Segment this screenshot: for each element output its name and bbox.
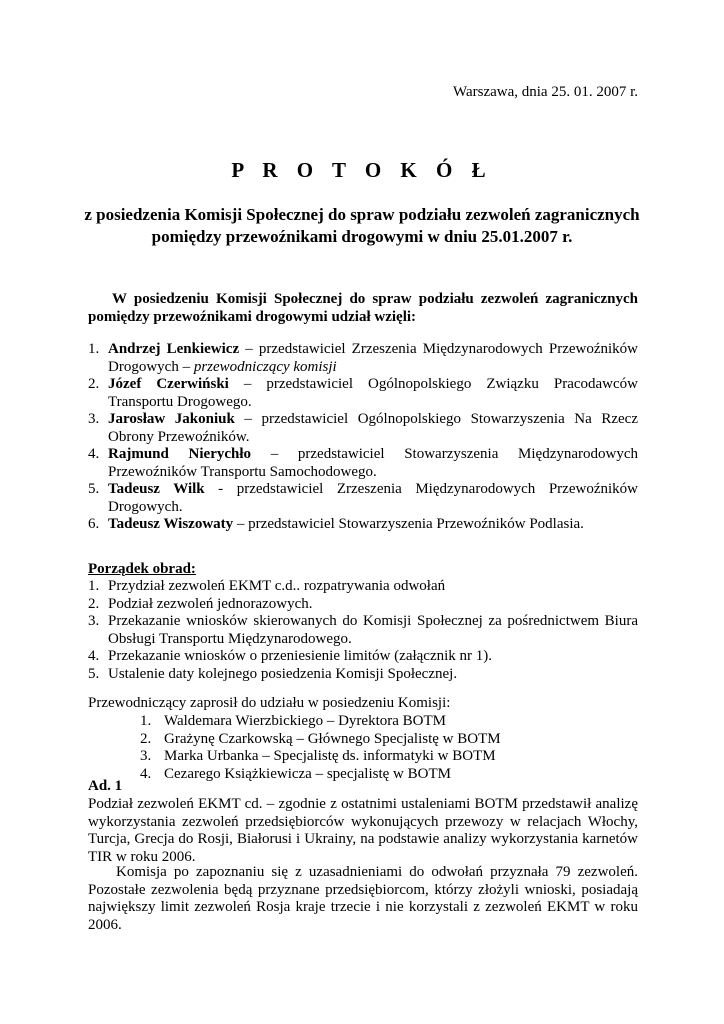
attendee-name: Rajmund Nierychło [108,446,252,462]
item-number: 4. [140,765,152,782]
invited-person: Grażynę Czarkowską – Głównego Specjalistę w BOTM [164,730,501,747]
invited-person: Cezarego Książkiewicza – specjalistę w BOTM [164,765,451,782]
agenda-item-text: Przekazanie wniosków o przeniesienie limitów (załącznik nr 1). [108,648,493,664]
attendee-description: – przedstawiciel Ogólnopolskiego Związku Pracodawców Transportu Drogowego. [108,376,638,410]
list-item [88,578,638,596]
list-item [140,713,590,731]
attendee-name: Tadeusz Wiszowaty [108,516,234,532]
attendee-name: Andrzej Lenkiewicz [108,341,240,357]
list-item [88,596,638,614]
attendee-description: – przedstawiciel Ogólnopolskiego Stowarzyszenia Na Rzecz Obrony Przewoźników. [108,411,638,445]
item-number: 2. [140,730,152,747]
list-item [88,516,638,534]
item-number: 4. [88,446,100,462]
attendee-description: – przedstawiciel Zrzeszenia Międzynarodowych Przewoźników Drogowych – [108,341,638,375]
invited-list [140,713,590,783]
list-item [88,666,638,684]
item-number: 1. [140,713,152,729]
list-item [88,613,638,648]
invited-person: Marka Urbanka – Specjalistę ds. informatyki w BOTM [164,748,496,764]
invited-person: Waldemara Wierzbickiego – Dyrektora BOTM [164,713,446,729]
agenda-colon: : [190,561,196,577]
item-number: 6. [88,516,100,532]
attendees-intro: W posiedzeniu Komisji Społecznej do spraw podziału zezwoleń zagranicznych pomiędzy przewoźnikami drogowymi udział wzięli: [88,291,638,325]
item-number: 5. [88,665,100,682]
attendee-description: – przedstawiciel Stowarzyszenia Międzynarodowych Przewoźników Transportu Samochodowego. [108,446,638,480]
ad1-heading: Ad. 1 [88,778,123,794]
list-item [88,341,638,376]
item-number: 2. [88,595,100,612]
list-item [140,766,590,784]
item-number: 3. [88,613,100,629]
item-number: 5. [88,481,100,497]
agenda-item-text: Podział zezwoleń jednorazowych. [108,595,313,612]
list-item [88,411,638,446]
agenda-item-text: Przydział zezwoleń EKMT c.d.. rozpatrywania odwołań [108,578,446,594]
ad1-paragraph-2: Komisja po zapoznaniu się z uzasadnieniami do odwołań przyznała 79 zezwoleń. Pozostałe zezwolenia będą przyznane przedsiębiorcom, którzy złożyli wnioski, posiadają największy limit zezwoleń Rosja kraje trzecie i nie korzystali z zezwoleń EKMT w roku 2006. [88,864,638,933]
attendee-name: Jarosław Jakoniuk [108,411,235,427]
attendee-name: Tadeusz Wilk [108,481,205,497]
attendee-description: – przedstawiciel Stowarzyszenia Przewoźników Podlasia. [233,516,584,532]
agenda-item-text: Przekazanie wniosków skierowanych do Komisji Społecznej za pośrednictwem Biura Obsługi Transportu Międzynarodowego. [108,613,638,647]
agenda-item-text: Ustalenie daty kolejnego posiedzenia Komisji Społecznej. [108,665,458,682]
item-number: 4. [88,648,100,664]
agenda-list [88,578,638,683]
item-number: 3. [140,748,152,764]
attendees-list [88,341,638,534]
document-title: P R O T O K Ó Ł [231,158,493,182]
agenda-heading [88,561,196,579]
document-date: Warszawa, dnia 25. 01. 2007 r. [453,84,638,100]
document-subtitle: z posiedzenia Komisji Społecznej do spraw podziału zezwoleń zagranicznych pomiędzy przewoźnikami drogowymi w dniu 25.01.2007 r. [84,205,640,246]
list-item [140,731,590,749]
item-number: 3. [88,411,100,427]
list-item [88,481,638,516]
item-number: 1. [88,341,100,357]
agenda-title: Porządek obrad [88,561,191,577]
item-number: 1. [88,578,100,594]
list-item [88,446,638,481]
invited-intro: Przewodniczący zaprosił do udziału w posiedzeniu Komisji: [88,695,451,711]
list-item [140,748,590,766]
attendee-role: przewodniczący komisji [193,358,337,375]
attendee-name: Józef Czerwiński [108,376,229,392]
list-item [88,648,638,666]
list-item [88,376,638,411]
item-number: 2. [88,376,100,392]
ad1-paragraph-1: Podział zezwoleń EKMT cd. – zgodnie z ostatnimi ustaleniami BOTM przedstawił analizę wykorzystania zezwoleń przedsiębiorców wykonujących przewozy w relacjach Włochy, Turcja, Grecja do Rosji, Białorusi i Ukrainy, na podstawie analizy wykorzystania karnetów TIR w roku 2006. [88,796,638,865]
attendee-description: - przedstawiciel Zrzeszenia Międzynarodowych Przewoźników Drogowych. [108,481,638,515]
